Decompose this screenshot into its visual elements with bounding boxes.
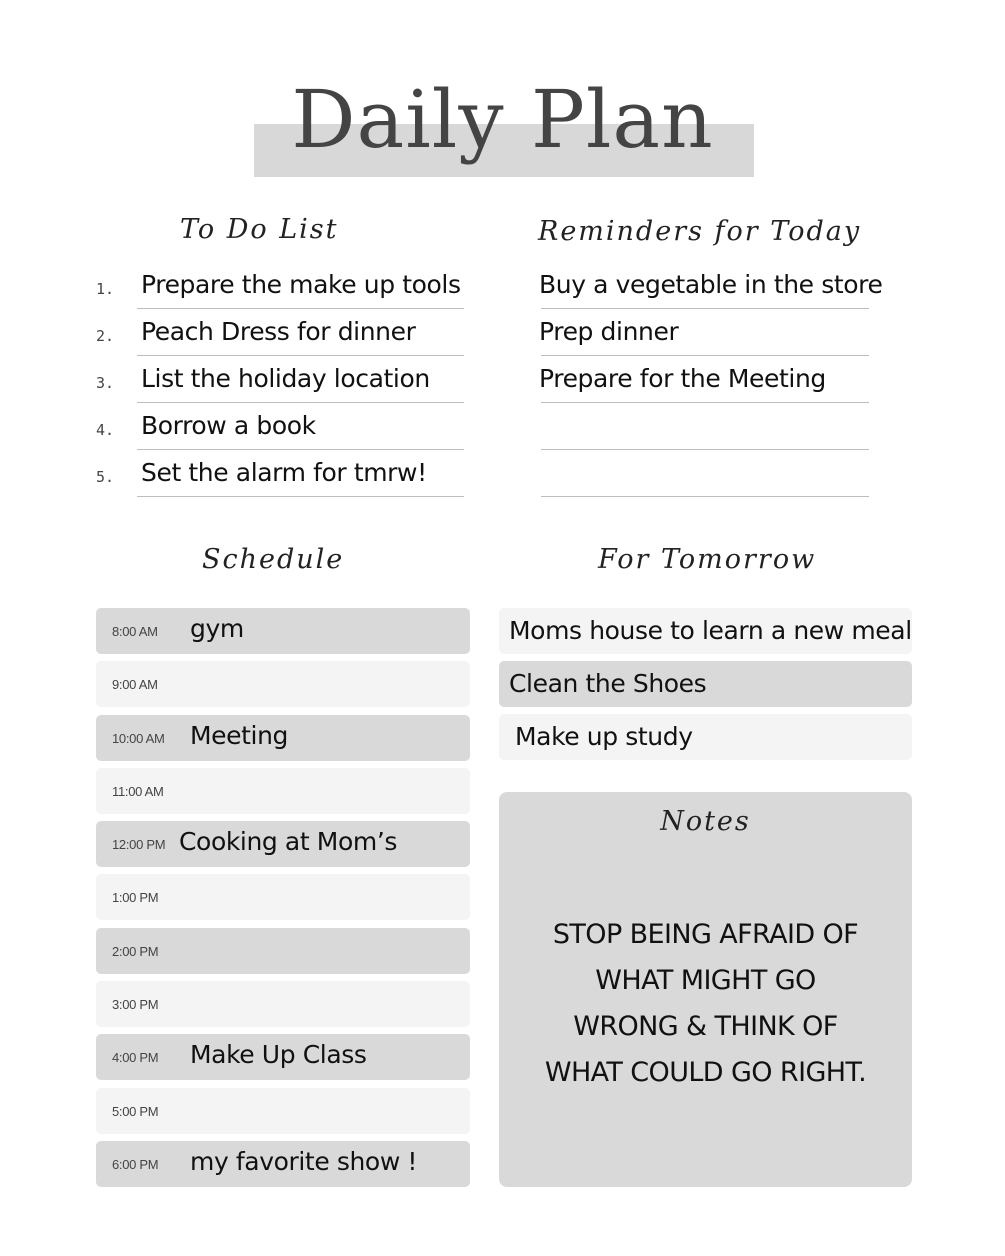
todo-number: 2. — [96, 327, 115, 345]
reminders-list — [537, 262, 883, 497]
page-title: Daily Plan — [291, 73, 714, 166]
tomorrow-text: Moms house to learn a new meal — [509, 616, 912, 645]
todo-item — [90, 262, 470, 309]
todo-text: List the holiday location — [141, 364, 430, 393]
schedule-heading: Schedule — [202, 544, 345, 575]
reminders-heading: Reminders for Today — [538, 216, 862, 247]
notes-heading: Notes — [660, 806, 751, 837]
tomorrow-text: Clean the Shoes — [509, 669, 707, 698]
slot-time: 5:00 PM — [112, 1103, 159, 1119]
reminder-item — [537, 262, 883, 309]
reminder-text: Prep dinner — [539, 317, 679, 346]
todo-item — [90, 356, 470, 403]
notes-panel — [499, 792, 912, 1187]
schedule-slot — [96, 768, 470, 814]
slot-time: 10:00 AM — [112, 730, 165, 746]
notes-quote — [499, 912, 912, 1096]
todo-number: 5. — [96, 468, 115, 486]
reminder-text: Prepare for the Meeting — [539, 364, 826, 393]
schedule-slot — [96, 1141, 470, 1187]
reminder-item — [537, 309, 873, 356]
todo-heading: To Do List — [180, 214, 339, 245]
tomorrow-item — [499, 608, 912, 654]
todo-text: Prepare the make up tools — [141, 270, 461, 299]
slot-time: 6:00 PM — [112, 1156, 159, 1172]
slot-time: 1:00 PM — [112, 890, 159, 906]
schedule-slot — [96, 981, 470, 1027]
tomorrow-heading: For Tomorrow — [598, 544, 817, 575]
reminder-item — [537, 356, 873, 403]
slot-task: Cooking at Mom’s — [179, 827, 397, 857]
todo-text: Borrow a book — [141, 411, 316, 440]
todo-number: 1. — [96, 280, 115, 298]
slot-task: Meeting — [190, 720, 288, 750]
tomorrow-list — [499, 608, 912, 767]
notes-line: STOP BEING AFRAID OF — [552, 919, 859, 950]
reminder-text: Buy a vegetable in the store — [539, 270, 883, 299]
schedule-slot — [96, 608, 470, 654]
tomorrow-item — [499, 661, 912, 707]
slot-time: 8:00 AM — [112, 624, 158, 639]
slot-time: 12:00 PM — [112, 837, 166, 853]
tomorrow-item — [499, 714, 912, 760]
schedule-slot — [96, 874, 470, 920]
todo-underline — [137, 496, 464, 497]
slot-time: 4:00 PM — [112, 1050, 159, 1066]
todo-number: 3. — [96, 374, 115, 392]
schedule-slot — [96, 715, 470, 761]
slot-time: 3:00 PM — [112, 997, 159, 1013]
todo-item — [90, 450, 470, 497]
todo-item — [90, 309, 470, 356]
reminder-underline — [541, 496, 869, 497]
slot-time: 11:00 AM — [112, 783, 164, 799]
notes-line: WRONG & THINK OF — [573, 1011, 838, 1042]
todo-text: Peach Dress for dinner — [141, 317, 416, 346]
schedule-slot — [96, 1034, 470, 1080]
slot-time: 2:00 PM — [112, 943, 159, 959]
todo-item — [90, 403, 470, 450]
schedule-slot — [96, 1088, 470, 1134]
todo-text: Set the alarm for tmrw! — [141, 458, 427, 487]
reminder-item — [537, 403, 873, 450]
reminder-item — [537, 450, 873, 497]
tomorrow-text: Make up study — [515, 722, 693, 751]
slot-task: gym — [190, 614, 244, 643]
slot-time: 9:00 AM — [112, 677, 158, 693]
slot-task: my favorite show ! — [190, 1146, 418, 1176]
schedule-slot — [96, 661, 470, 707]
todo-list — [90, 262, 470, 497]
schedule-slot — [96, 821, 470, 867]
notes-line: WHAT MIGHT GO — [595, 965, 816, 996]
notes-line: WHAT COULD GO RIGHT. — [544, 1057, 867, 1088]
todo-number: 4. — [96, 421, 115, 439]
schedule-list — [96, 608, 470, 1194]
schedule-slot — [96, 928, 470, 974]
slot-task: Make Up Class — [190, 1040, 367, 1070]
